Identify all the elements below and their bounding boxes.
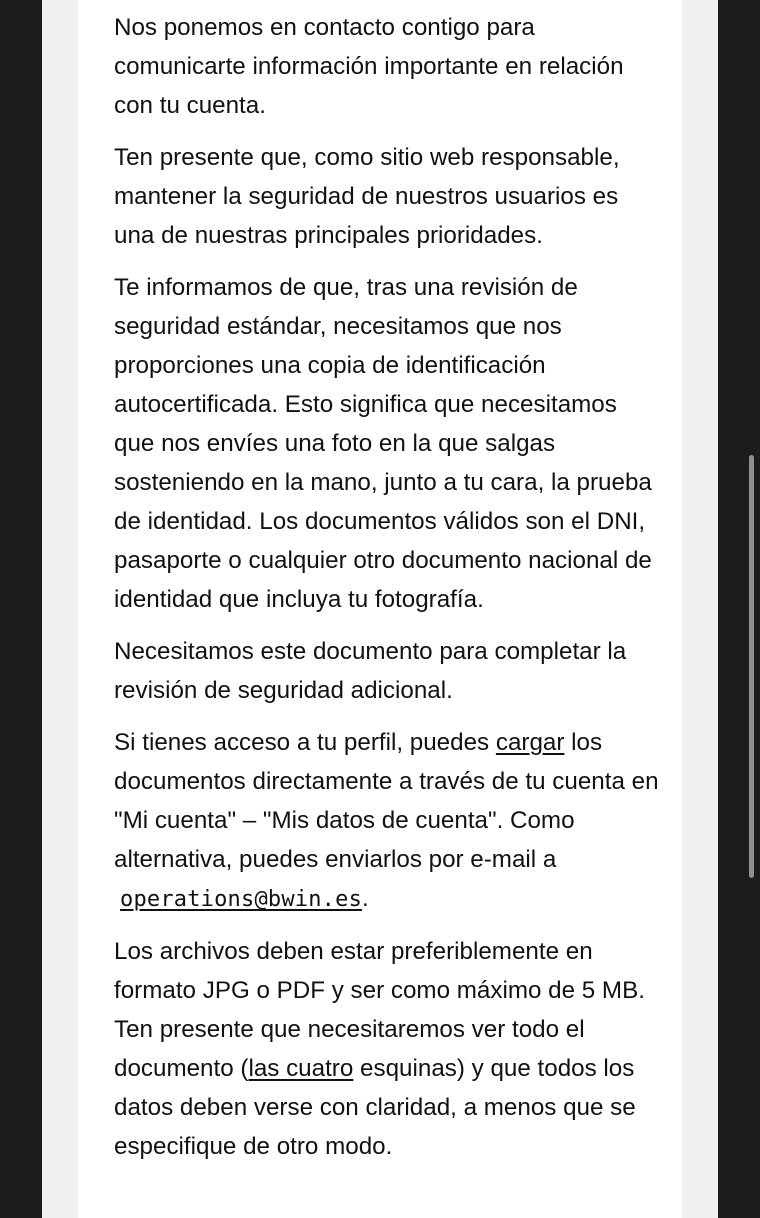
email-body	[114, 8, 659, 1179]
paragraph-security-priority: Ten presente que, como sitio web responsable, mantener la seguridad de nuestros usuarios es una de nuestras principales prioridades.	[114, 144, 620, 249]
four-corners-link[interactable]: las cuatro	[248, 1055, 354, 1082]
upload-link[interactable]: cargar	[495, 729, 565, 756]
paragraph-id-request: Te informamos de que, tras una revisión de seguridad estándar, necesitamos que nos proporciones una copia de identificación autocertificada. Esto significa que necesitamos que nos envíes una foto en la que salgas sosteniendo en la mano, junto a tu cara, la prueba de identidad. Los documentos válidos son el DNI, pasaporte o cualquier otro documento nacional de identidad que incluya tu fotografía.	[114, 274, 652, 613]
file-text-after: esquinas) y que todos los datos deben verse con claridad, a menos que se especifique de otro modo.	[114, 1055, 636, 1160]
file-text-before: Los archivos deben estar preferiblemente en formato JPG o PDF y ser como máximo de 5 MB. Ten presente que necesitaremos ver todo el documento (	[114, 938, 645, 1082]
upload-text-after: los documentos directamente a través de tu cuenta en "Mi cuenta" – "Mis datos de cuenta". Como alternativa, puedes enviarlos por e-mail a	[114, 729, 659, 873]
vertical-scrollbar[interactable]	[749, 455, 754, 878]
paragraph-file-requirements	[114, 932, 659, 1166]
email-address-link[interactable]: operations@bwin.es	[120, 887, 363, 912]
upload-text-before: Si tienes acceso a tu perfil, puedes	[114, 729, 496, 756]
left-margin	[42, 0, 78, 1218]
paragraph-upload-instructions	[114, 723, 659, 919]
upload-text-end: .	[362, 885, 369, 912]
right-margin	[682, 0, 718, 1218]
left-gutter	[0, 0, 42, 1218]
email-content	[78, 0, 682, 1218]
paragraph-intro: Nos ponemos en contacto contigo para comunicarte información importante en relación con tu cuenta.	[114, 14, 624, 119]
paragraph-document-needed: Necesitamos este documento para completar la revisión de seguridad adicional.	[114, 638, 627, 704]
